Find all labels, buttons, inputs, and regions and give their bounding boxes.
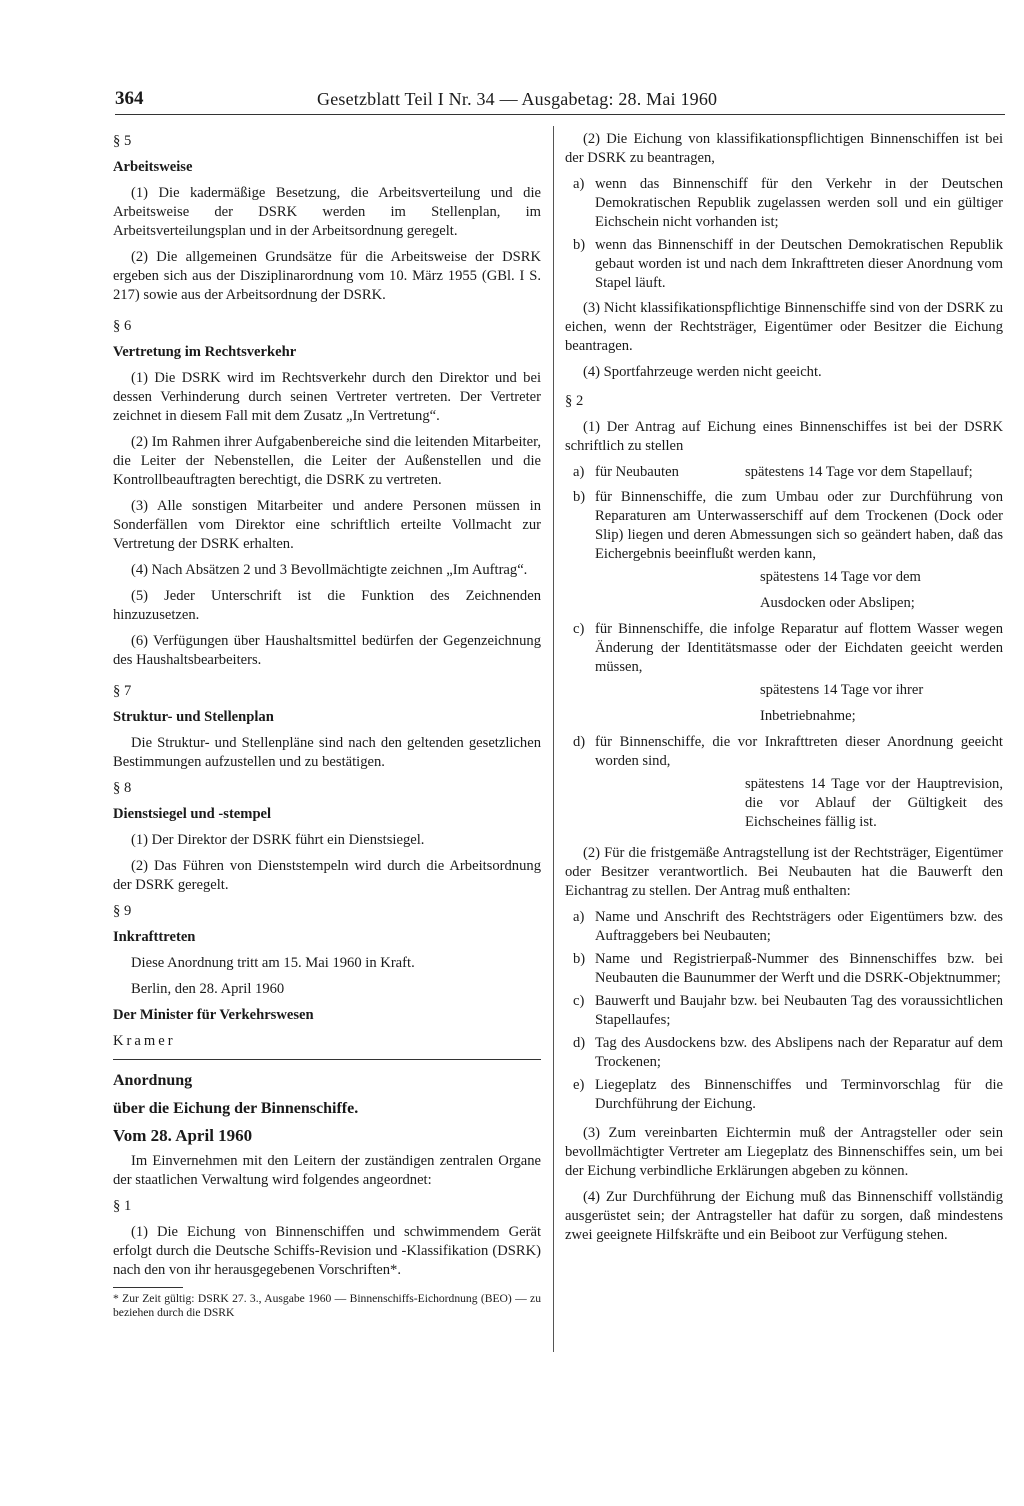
paragraph: (2) Für die fristgemäße Antragstellung ist der Rechtsträger, Eigentümer oder Besitzer verantwortlich. Bei Neubauten hat die Bauwerft den Eichantrag zu stellen. Der Antrag muß enthalten: [565,845,1003,899]
paragraph: (4) Zur Durchführung der Eichung muß das Binnenschiff vollständig ausgerüstet sein; der Antragsteller hat dafür zu sorgen, daß mindestens zwei geeignete Hilfskräfte und ein Beiboot zur Verfügung stehen. [565,1189,1003,1243]
section-5 [113,132,541,305]
list-item-text: Name und Anschrift des Rechtsträgers oder Eigentümers bzw. des Auftraggebers bei Neubauten; [595,909,1003,944]
list-item-text: Bauwerft und Baujahr bzw. bei Neubauten Tag des voraussichtlichen Stapellaufes; [595,993,1003,1028]
list-item-label: c) [573,993,585,1009]
section-7 [113,682,541,772]
list-item [565,1076,1003,1114]
deadline-text: Ausdocken oder Abslipen; [760,595,915,611]
signatory-name: Kramer [113,1033,176,1049]
list-item-text: für Binnenschiffe, die zum Umbau oder zur Durchführung von Reparaturen am Unterwasserschiff auf dem Trockenen (Dock oder Slip) liegen und deren Abmessungen sich so geändert haben, daß das Eichergebnis beeinflußt werden kann, [595,489,1003,562]
list-item-label: a) [573,909,585,925]
footnote-separator [113,1287,183,1288]
list-item-label: b) [573,237,586,253]
ordinance-subtitle: über die Eichung der Binnenschiffe. [113,1100,359,1117]
place-date: Berlin, den 28. April 1960 [131,981,285,997]
section-title: Vertretung im Rechtsverkehr [113,344,297,360]
paragraph: (2) Im Rahmen ihrer Aufgabenbereiche sind die leitenden Mitarbeiter, die Leiter der Nebenstellen, die Leiter der Außenstellen und die Kontrollbeauftragten berechtigt, die DSRK zu vertreten. [113,434,541,488]
paragraph: (3) Nicht klassifikationspflichtige Binnenschiffe sind von der DSRK zu eichen, wenn der Rechtsträger, Eigentümer oder Besitzer die Eichung beantragen. [565,300,1003,354]
section-number: § 6 [113,318,132,334]
page-number: 364 [115,88,144,109]
section-9 [113,902,541,1051]
list-item [565,488,1003,564]
list-item [565,950,1003,988]
list-item-text: für Binnenschiffe, die infolge Reparatur auf flottem Wasser wegen Änderung der Identitätsmasse oder der Eichdaten geeicht werden müssen, [595,621,1003,675]
section-number: § 8 [113,780,132,796]
section-number: § 9 [113,903,132,919]
list-item-text: Tag des Ausdockens bzw. des Abslipens nach der Reparatur auf dem Trockenen; [595,1035,1003,1070]
ordinance-block [113,1070,541,1320]
paragraph: (6) Verfügungen über Haushaltsmittel bedürfen der Gegenzeichnung des Haushaltsbearbeiters. [113,633,541,668]
paragraph: (4) Nach Absätzen 2 und 3 Bevollmächtigte zeichnen „Im Auftrag“. [131,562,528,578]
list-item-label: b) [573,489,586,505]
ordinance-title: Anordnung [113,1072,193,1089]
list-item [565,908,1003,946]
paragraph: (2) Das Führen von Dienststempeln wird durch die Arbeitsordnung der DSRK geregelt. [113,858,541,893]
list-item-text: für Binnenschiffe, die vor Inkrafttreten dieser Anordnung geeicht worden sind, [595,734,1003,769]
list [565,908,1003,1114]
section-title: Inkrafttreten [113,929,196,945]
paragraph: (3) Zum vereinbarten Eichtermin muß der Antragsteller oder sein bevollmächtigter Vertreter am Liegeplatz des Binnenschiffes sein, um bei der Eichung verbindliche Erklärungen abgeben zu können. [565,1125,1003,1179]
section-6 [113,317,541,670]
section-number: § 5 [113,133,132,149]
list-item-label: d) [573,734,586,750]
paragraph: (2) Die allgemeinen Grundsätze für die Arbeitsweise der DSRK ergeben sich aus der Disziplinarordnung vom 10. März 1955 (GBl. I S. 217) sowie aus der Arbeitsordnung der DSRK. [113,249,541,303]
paragraph: Diese Anordnung tritt am 15. Mai 1960 in Kraft. [131,955,415,971]
list-item [565,175,1003,232]
section-8 [113,779,541,895]
section-title: Struktur- und Stellenplan [113,709,274,725]
deadline-text: spätestens 14 Tage vor dem Stapellauf; [745,464,973,480]
list-item [565,463,1003,482]
section-title: Dienstsiegel und -stempel [113,806,272,822]
list-item [565,620,1003,677]
ordinance-date: Vom 28. April 1960 [113,1126,253,1145]
list-item-text: wenn das Binnenschiff für den Verkehr in der Deutschen Demokratischen Republik zugelassen werden soll und ein gültiger Eichschein nicht vorhanden ist; [595,176,1003,230]
list [565,175,1003,293]
deadline-text: spätestens 14 Tage vor der Hauptrevision, die vor Ablauf der Gültigkeit des Eichscheines fällig ist. [745,776,1003,830]
paragraph: (1) Die kadermäßige Besetzung, die Arbeitsverteilung und die Arbeitsweise der DSRK werden im Stellenplan, im Arbeitsverteilungsplan und in der Arbeitsordnung geregelt. [113,185,541,239]
paragraph: (1) Die DSRK wird im Rechtsverkehr durch den Direktor und bei dessen Verhinderung durch seinen Vertreter vertreten. Der Vertreter zeichnet in diesem Fall mit dem Zusatz „In Vertretung“. [113,370,541,424]
section-number: § 1 [113,1198,132,1214]
paragraph: Im Einvernehmen mit den Leitern der zuständigen zentralen Organe der staatlichen Verwaltung wird folgendes angeordnet: [113,1153,541,1188]
paragraph: (4) Sportfahrzeuge werden nicht geeicht. [583,364,822,380]
list-item-label: b) [573,951,586,967]
list-item [565,236,1003,293]
paragraph: (1) Die Eichung von Binnenschiffen und schwimmendem Gerät erfolgt durch die Deutsche Schiffs-Revision und -Klassifikation (DSRK) nach den von ihr herausgegebenen Vorschriften*. [113,1224,541,1278]
list-item-label: e) [573,1077,585,1093]
list-item-text: für Neubauten [595,464,679,480]
paragraph: (3) Alle sonstigen Mitarbeiter und andere Personen müssen in Sonderfällen vom Direktor eine schriftlich erteilte Vollmacht zur Vertretung der DSRK erhalten. [113,498,541,552]
signatory-title: Der Minister für Verkehrswesen [113,1007,314,1023]
list-item-text: Name und Registrierpaß-Nummer des Binnenschiffes bzw. bei Neubauten die Baunummer der Werft und die DSRK-Objektnummer; [595,951,1003,986]
paragraph: Die Struktur- und Stellenpläne sind nach den geltenden gesetzlichen Bestimmungen aufzustellen und zu bestätigen. [113,735,541,770]
list-item-label: c) [573,621,585,637]
list-item-label: a) [573,176,585,192]
deadline-text: spätestens 14 Tage vor dem [760,569,921,585]
paragraph: (5) Jeder Unterschrift ist die Funktion des Zeichnenden hinzuzusetzen. [113,588,541,623]
paragraph: (2) Die Eichung von klassifikationspflichtigen Binnenschiffen ist bei der DSRK zu beantragen, [565,131,1003,166]
header-title: Gesetzblatt Teil I Nr. 34 — Ausgabetag: 28. Mai 1960 [317,89,718,109]
list-item-text: Liegeplatz des Binnenschiffes und Terminvorschlag für die Durchführung der Eichung. [595,1077,1003,1112]
paragraph: (1) Der Antrag auf Eichung eines Binnenschiffes ist bei der DSRK schriftlich zu stellen [565,419,1003,454]
list-item-label: a) [573,464,585,480]
deadline-text: spätestens 14 Tage vor ihrer [760,682,924,698]
paragraph: (1) Der Direktor der DSRK führt ein Dienstsiegel. [131,832,425,848]
footnote: * Zur Zeit gültig: DSRK 27. 3., Ausgabe 1960 — Binnenschiffs-Eichordnung (BEO) — zu beziehen durch die DSRK [113,1292,541,1319]
column-divider [553,126,554,1352]
section-title: Arbeitsweise [113,159,193,175]
section-separator [113,1059,541,1060]
left-column [113,132,541,1327]
list-item [565,1034,1003,1072]
list-item-label: d) [573,1035,586,1051]
page-header [115,88,1005,115]
deadline-text: Inbetriebnahme; [760,708,856,724]
list-item [565,992,1003,1030]
list-item-text: wenn das Binnenschiff in der Deutschen Demokratischen Republik gebaut worden ist und nach dem Inkrafttreten dieser Anordnung vom Stapel läuft. [595,237,1003,291]
section-number: § 7 [113,683,132,699]
list-item [565,733,1003,771]
section-number: § 2 [565,393,584,409]
right-column [565,130,1003,1252]
